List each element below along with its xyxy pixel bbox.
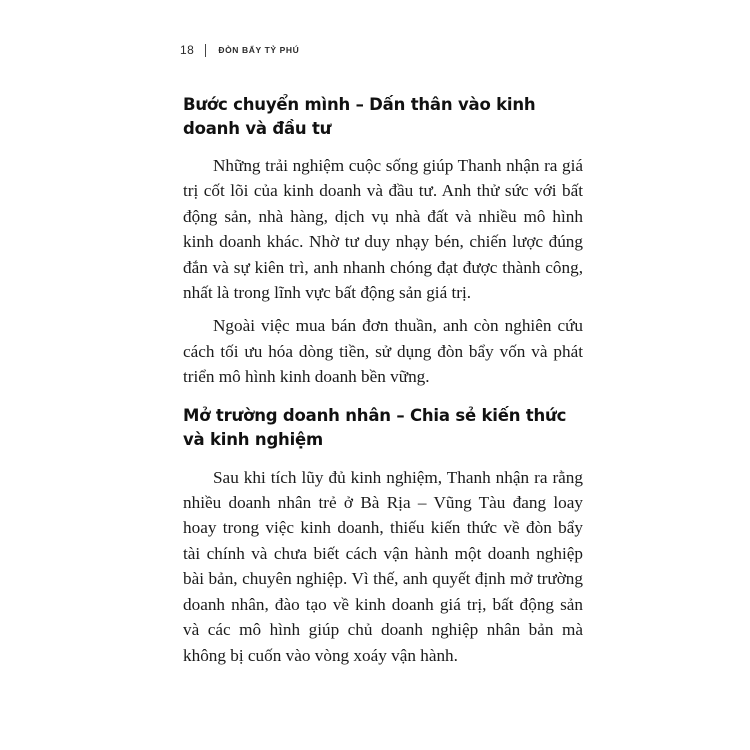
section-heading: Mở trường doanh nhân – Chia sẻ kiến thức và kinh nghiệm [183, 405, 567, 449]
book-title: ĐÒN BẨY TỶ PHÚ [218, 45, 300, 55]
header-divider [205, 44, 206, 57]
section-career-shift [183, 93, 583, 390]
page-content [183, 93, 583, 668]
section-business-school [183, 404, 583, 668]
running-head [180, 40, 299, 60]
body-paragraph: Ngoài việc mua bán đơn thuần, anh còn nghiên cứu cách tối ưu hóa dòng tiền, sử dụng đòn bẩy vốn và phát triển mô hình kinh doanh bền vững. [183, 316, 583, 387]
page-number: 18 [180, 43, 195, 57]
section-heading: Bước chuyển mình – Dấn thân vào kinh doanh và đầu tư [183, 95, 536, 138]
body-paragraph: Sau khi tích lũy đủ kinh nghiệm, Thanh nhận ra rằng nhiều doanh nhân trẻ ở Bà Rịa – Vũng Tàu đang loay hoay trong việc kinh doanh, thiếu kiến thức về đòn bẩy tài chính và chưa biết cách vận hành một doanh nghiệp bài bản, chuyên nghiệp. Vì thế, anh quyết định mở trường doanh nhân, đào tạo về kinh doanh giá trị, bất động sản và các mô hình giúp chủ doanh nghiệp nhân bản mà không bị cuốn vào vòng xoáy vận hành. [183, 467, 583, 665]
body-paragraph: Những trải nghiệm cuộc sống giúp Thanh nhận ra giá trị cốt lõi của kinh doanh và đầu tư. Anh thử sức với bất động sản, nhà hàng, dịch vụ nhà đất và nhiều mô hình kinh doanh khác. Nhờ tư duy nhạy bén, chiến lược đúng đắn và sự kiên trì, anh nhanh chóng đạt được thành công, nhất là trong lĩnh vực bất động sản giá trị. [183, 156, 583, 303]
